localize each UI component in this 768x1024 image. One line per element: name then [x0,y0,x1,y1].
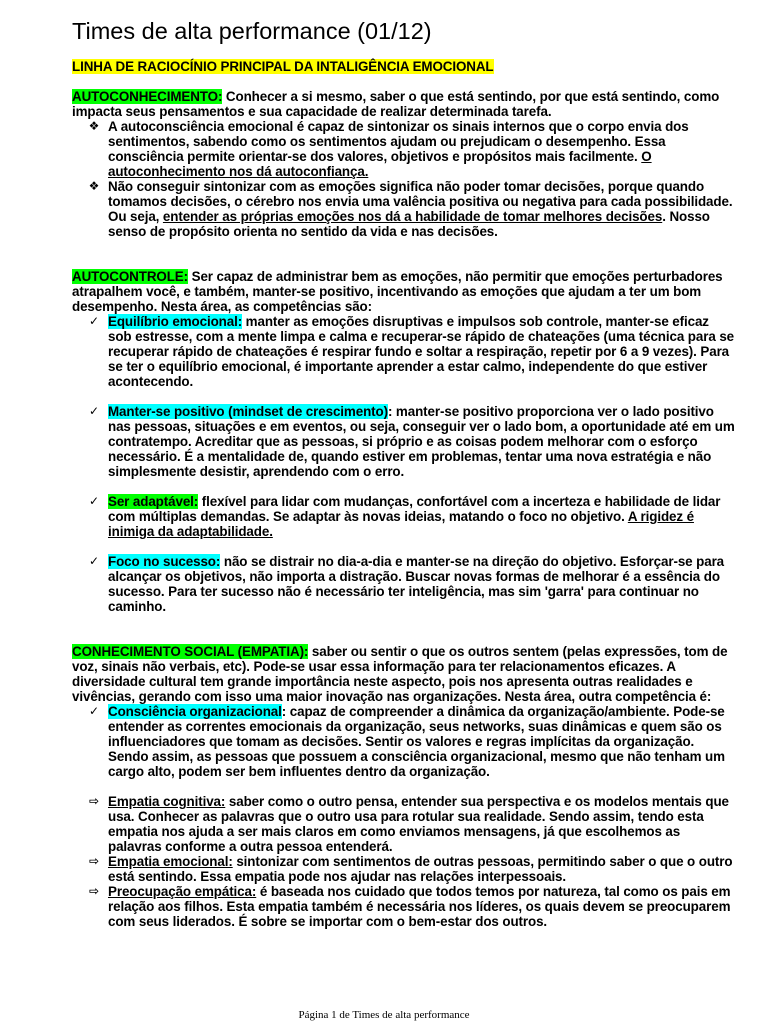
document-title: Times de alta performance (01/12) [72,18,432,44]
document-body [72,59,736,929]
arrow-right-icon: ⇨ [89,884,99,898]
list-item: ✓ Foco no sucesso: não se distrair no dia-a-dia e manter-se na direção do objetivo. Esforçar-se para alcançar os objetivos, não importa a distração. Buscar novas formas de melhorar é a essência do sucesso. Para ter sucesso não é necessário ter inteligência, mas sim 'garra' para continuar no caminho. [72,554,736,614]
autoconhecimento-intro [72,89,736,119]
list-item: ✓ Manter-se positivo (mindset de crescimento): manter-se positivo proporciona ver o lado positivo nas pessoas, situações e em eventos, ou seja, conseguir ver o lado bom, a oportunidade até em um contratempo. Acreditar que as pessoas, si próprio e as coisas podem melhorar com o esforço necessário. É a mentalidade de, quando estiver em problemas, tentar uma nova estratégia e não simplesmente desistir, aprendendo com o erro. [72,404,736,479]
main-heading [72,59,736,74]
check-icon: ✓ [89,554,99,568]
list-item: ❖ Não conseguir sintonizar com as emoções significa não poder tomar decisões, porque quando tomamos decisões, o cérebro nos envia uma valência positiva ou negativa para cada possibilidade. Ou seja, entender as próprias emoções nos dá a habilidade de tomar melhores decisões. Nosso senso de propósito orienta no sentido da vida e nas decisões. [72,179,736,239]
diamond-bullet-icon: ❖ [88,119,100,133]
conhecimento-social-text: saber ou sentir o que os outros sentem (pelas expressões, tom de voz, sinais não verbais, etc). Pode-se usar essa informação para ter relacionamentos eficazes. A diversidade cultural tem grande importância neste aspecto, pois nos apresenta outras realidades e vivências, gerando com isso uma maior inovação nas organizações. Nesta área, outra competência é: [72,644,728,704]
autocontrole-text: Ser capaz de administrar bem as emoções, não permitir que emoções perturbadores atrapalhem você, e também, manter-se positivo, incentivando as emoções que ajudam a ter um bom desempenho. Nesta área, as competências são: [72,269,723,314]
arrow-right-icon: ⇨ [89,794,99,808]
diamond-bullet-icon: ❖ [88,179,100,193]
conhecimento-social-intro [72,644,736,704]
arrow-right-icon: ⇨ [89,854,99,868]
main-heading-text: LINHA DE RACIOCÍNIO PRINCIPAL DA INTALIGÊNCIA EMOCIONAL [72,59,494,74]
list-item: ❖ A autoconsciência emocional é capaz de sintonizar os sinais internos que o corpo envia dos sentimentos, sabendo como os sentimentos ajudam ou prejudicam o desempenho. Essa consciência permite orientar-se dos valores, objetivos e propósitos mais facilmente. O autoconhecimento nos dá autoconfiança. [72,119,736,179]
check-icon: ✓ [89,314,99,328]
check-icon: ✓ [89,704,99,718]
autoconhecimento-text: Conhecer a si mesmo, saber o que está sentindo, por que está sentindo, como impacta seus pensamentos e sua capacidade de realizar determinada tarefa. [72,89,720,119]
autoconhecimento-label: AUTOCONHECIMENTO: [72,89,223,104]
list-item: ⇨ Preocupação empática: é baseada nos cuidado que todos temos por natureza, tal como os pais em relação aos filhos. Esta empatia também é necessária nos líderes, os quais devem se preocuparem com seus liderados. É sobre se importar com o bem-estar dos outros. [72,884,736,929]
check-icon: ✓ [89,494,99,508]
list-item: ⇨ Empatia cognitiva: saber como o outro pensa, entender sua perspectiva e os modelos mentais que usa. Conhecer as palavras que o outro usa para rotular sua realidade. Sendo assim, tendo esta empatia nos ajuda a ser mais claros em como enviamos mensagens, já que escolhemos as palavras conforme a outra pessoa entenderá. [72,794,736,854]
page-footer: Página 1 de Times de alta performance [298,1009,470,1021]
check-icon: ✓ [89,404,99,418]
list-item: ✓ Consciência organizacional: capaz de compreender a dinâmica da organização/ambiente. Pode-se entender as correntes emocionais da organização, seus networks, suas dinâmicas e quem são os influenciadores que tomam as decisões. Sentir os valores e regras implícitas da organização. Sendo assim, as pessoas que possuem a consciência organizacional, mesmo que não tenham um cargo alto, podem ser bem influentes dentro da organização. [72,704,736,779]
list-item: ✓ Ser adaptável: flexível para lidar com mudanças, confortável com a incerteza e habilidade de lidar com múltiplas demandas. Se adaptar às novas ideias, matando o foco no objetivo. A rigidez é inimiga da adaptabilidade. [72,494,736,539]
list-item: ✓ Equilíbrio emocional: manter as emoções disruptivas e impulsos sob controle, manter-se eficaz sob estresse, com a mente limpa e calma e recuperar-se rápido de chateações (uma técnica para se recuperar rápido de chateações é respirar fundo e soltar a respiração, repetir por 6 a 9 vezes). Para se ter o equilíbrio emocional, é importante aprender a estar calmo, independente do que estiver acontecendo. [72,314,736,389]
list-item: ⇨ Empatia emocional: sintonizar com sentimentos de outras pessoas, permitindo saber o que o outro está sentindo. Essa empatia pode nos ajudar nas relações interpessoais. [72,854,736,884]
autocontrole-label: AUTOCONTROLE: [72,269,188,284]
conhecimento-social-label: CONHECIMENTO SOCIAL (EMPATIA): [72,644,309,659]
autocontrole-intro [72,269,736,314]
